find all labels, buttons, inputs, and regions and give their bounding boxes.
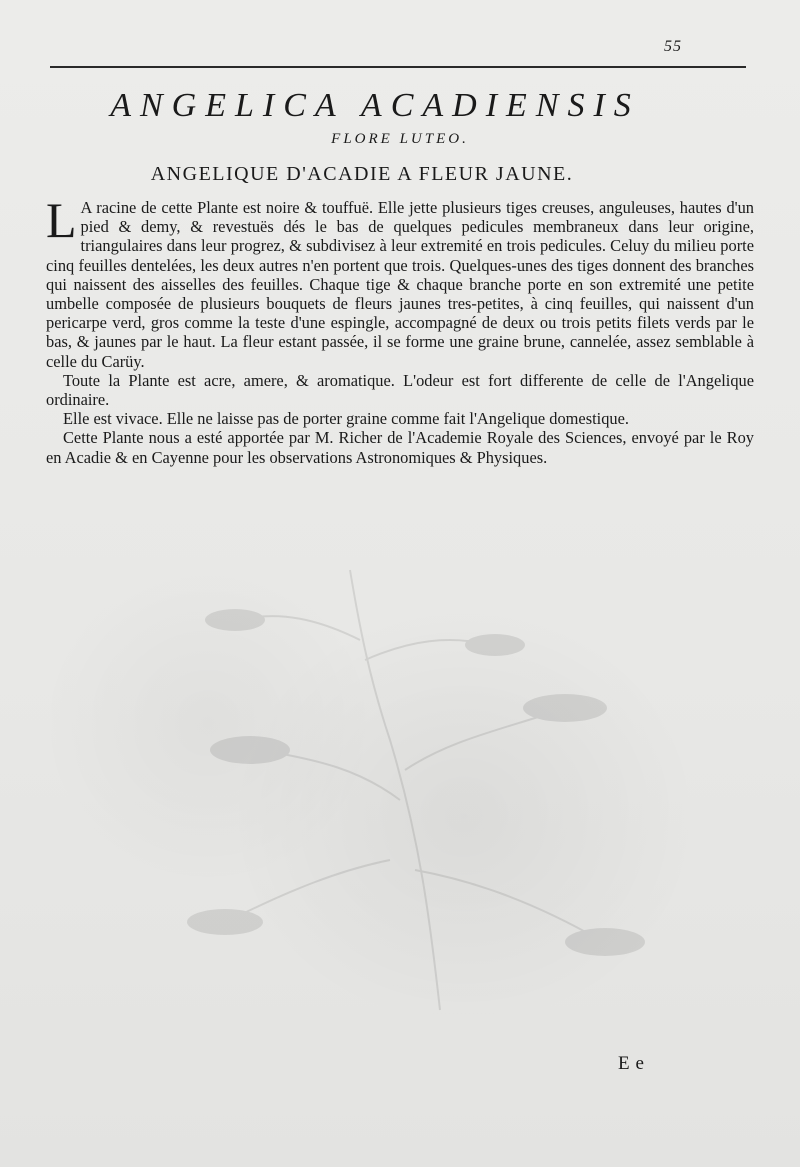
paragraph-description-text: A racine de cette Plante est noire & touffuë. Elle jette plusieurs tiges creuses, anguleuses, hautes d'un pied & demy, & revestuës dés le bas de quelques pedicules membraneux dans leur origine, triangulaires dans leur progrez, & subdivisez à leur extremité en trois pedicules. Celuy du milieu porte cinq feuilles dentelées, les deux autres n'en portent que trois. Quelques-unes des tiges donnent des branches qui naissent des aisselles des feuilles. Chaque tige & chaque branche porte en son extremité une petite umbelle composée de plusieurs bouquets de fleurs jaunes tres-petites, à cinq feuilles, qui naissent d'un pericarpe verd, gros comme la teste d'une espingle, accompagné de deux ou trois petits filets verds par le bas, & jaunes par le haut. La fleur estant passée, il se forme une graine brune, cannelée, assez semblable à celle du Carüy.	[46, 198, 754, 371]
paragraph-habit: Elle est vivace. Elle ne laisse pas de porter graine comme fait l'Angelique domestique.	[63, 409, 629, 429]
signature-mark: Ee	[617, 1053, 650, 1074]
page-number: 55	[664, 38, 682, 55]
body-text	[46, 192, 754, 467]
french-title: ANGELIQUE D'ACADIE A FLEUR JAUNE.	[150, 163, 574, 185]
bleed-through-plant-engraving	[60, 540, 740, 1020]
paragraph-properties: Toute la Plante est acre, amere, & aromatique. L'odeur est fort differente de celle de l'Angelique ordinaire.	[46, 370, 754, 410]
drop-cap: L	[46, 192, 77, 248]
latin-title: ANGELICA ACADIENSIS	[110, 87, 640, 124]
paragraph-description	[46, 192, 754, 371]
header-rule	[50, 66, 746, 68]
latin-subtitle: FLORE LUTEO.	[331, 131, 469, 147]
paragraph-provenance: Cette Plante nous a esté apportée par M. Richer de l'Academie Royale des Sciences, envoyé par le Roy en Acadie & en Cayenne pour les observations Astronomiques & Physiques.	[46, 428, 754, 467]
